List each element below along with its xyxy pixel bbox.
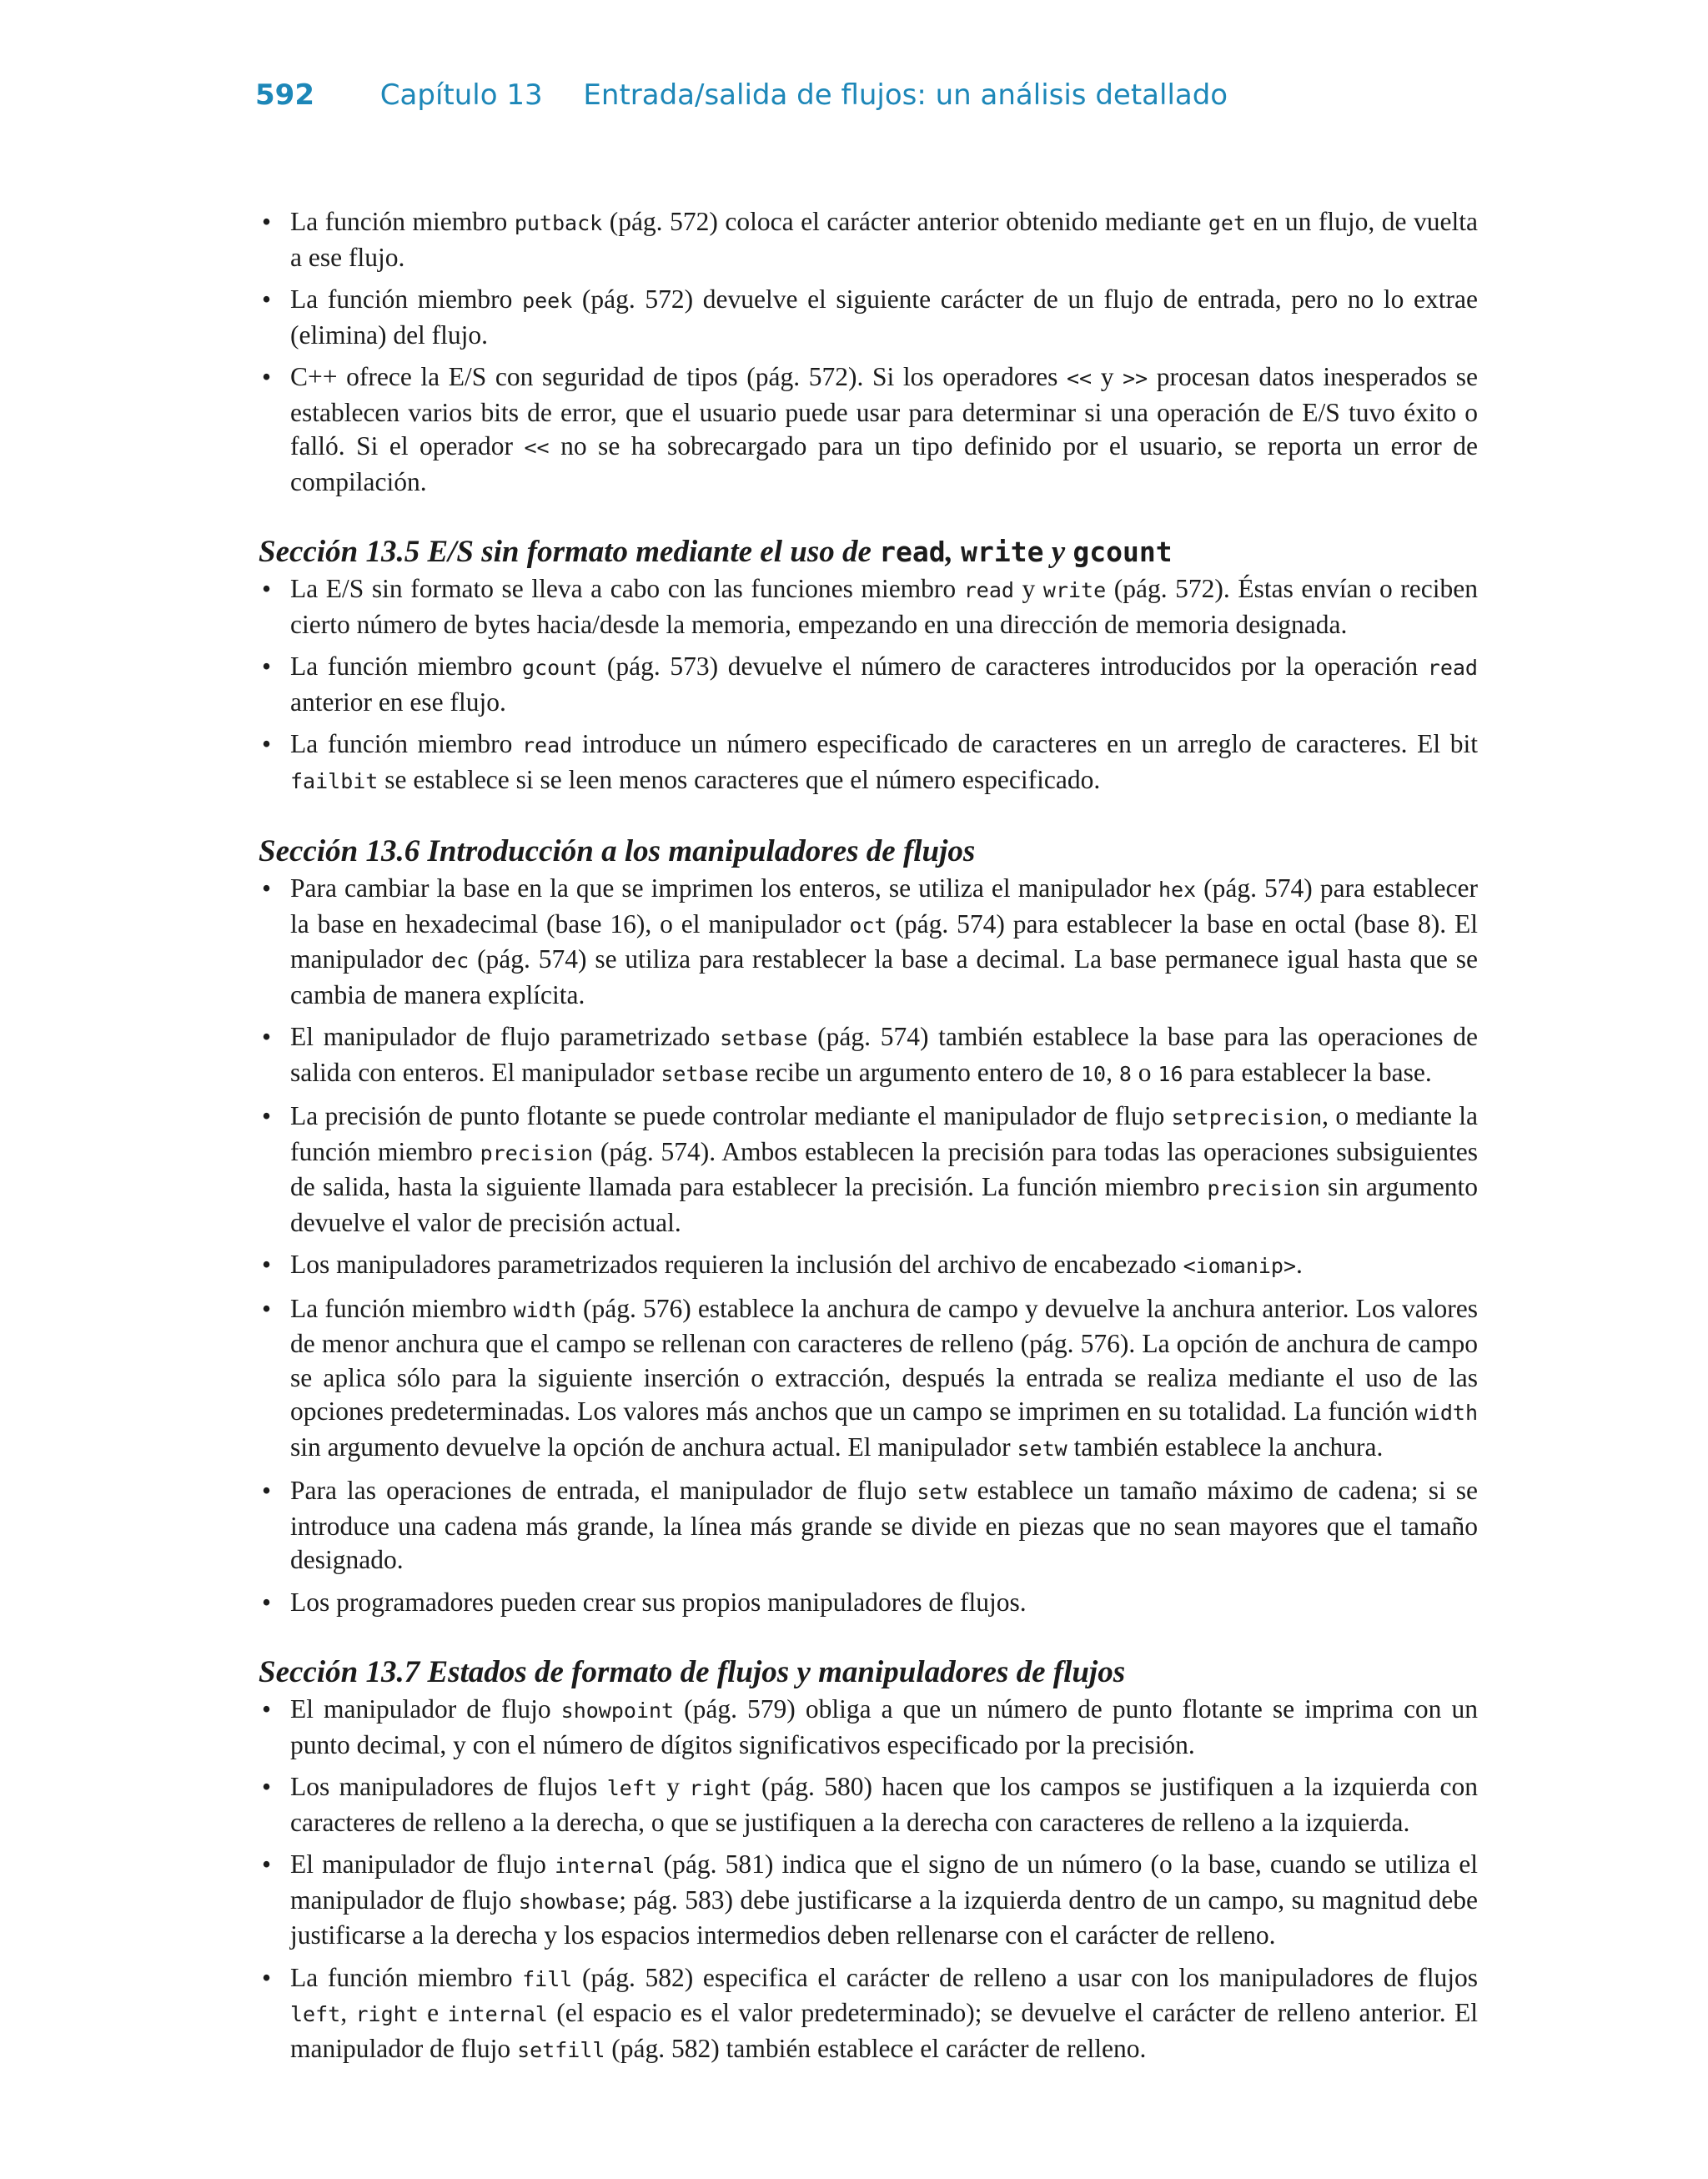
text-run: Los programadores pueden crear sus propios manipuladores de flujos. bbox=[290, 1587, 1027, 1617]
inline-code: right bbox=[355, 2002, 419, 2026]
chapter-title: Entrada/salida de flujos: un análisis detallado bbox=[583, 78, 1228, 112]
text-run: , bbox=[945, 535, 962, 569]
bullet-icon: • bbox=[262, 1101, 272, 1130]
page-number: 592 bbox=[255, 78, 314, 112]
inline-code: oct bbox=[849, 913, 887, 938]
inline-code: write bbox=[961, 536, 1044, 568]
list-item bbox=[259, 650, 1478, 719]
bullet-icon: • bbox=[262, 1293, 272, 1323]
text-run: , bbox=[1106, 1057, 1119, 1087]
inline-code: read bbox=[879, 536, 946, 568]
text-run: , o mediante la función miembro bbox=[290, 1101, 1478, 1166]
inline-code: setw bbox=[1017, 1436, 1068, 1461]
bullet-icon: • bbox=[262, 574, 272, 603]
inline-code: gcount bbox=[521, 656, 598, 680]
bullet-list bbox=[259, 205, 1478, 499]
list-item bbox=[259, 1292, 1478, 1467]
text-run: (pág. 581) indica que el signo de un número (o la base, cuando se utiliza el manipulador de flujo bbox=[290, 1849, 1478, 1915]
bullet-icon: • bbox=[262, 652, 272, 681]
inline-code: 16 bbox=[1158, 1061, 1183, 1086]
inline-code: internal bbox=[447, 2002, 548, 2026]
inline-code: showbase bbox=[518, 1889, 620, 1914]
text-run: Para las operaciones de entrada, el manipulador de flujo bbox=[290, 1476, 917, 1505]
text-run: sin argumento devuelve el valor de precisión actual. bbox=[290, 1172, 1478, 1237]
bullet-icon: • bbox=[262, 284, 272, 314]
inline-code: precision bbox=[1207, 1176, 1320, 1200]
inline-code: failbit bbox=[290, 768, 379, 793]
bullet-icon: • bbox=[262, 729, 272, 758]
text-run: Para cambiar la base en la que se imprimen los enteros, se utiliza el manipulador bbox=[290, 873, 1158, 903]
bullet-icon: • bbox=[262, 1476, 272, 1505]
text-run: establece un tamaño máximo de cadena; si se introduce una cadena más grande, la línea más grande se divide en piezas que no sean mayores que el tamaño designado. bbox=[290, 1476, 1479, 1574]
bullet-icon: • bbox=[262, 1962, 272, 1992]
bullet-list bbox=[259, 872, 1478, 1619]
text-run: C++ ofrece la E/S con seguridad de tipos (pág. 572). Si los operadores bbox=[290, 362, 1067, 391]
text-run: y bbox=[656, 1772, 690, 1801]
inline-code: internal bbox=[555, 1854, 656, 1878]
text-run: La función miembro bbox=[290, 1962, 523, 1992]
text-run: El manipulador de flujo bbox=[290, 1849, 555, 1879]
bullet-icon: • bbox=[262, 1772, 272, 1801]
list-item bbox=[259, 1100, 1478, 1240]
text-run: se establece si se leen menos caracteres que el número especificado. bbox=[378, 764, 1101, 794]
inline-code: setw bbox=[917, 1480, 967, 1504]
inline-code: dec bbox=[431, 949, 470, 973]
text-run: (pág. 572). Éstas envían o reciben cierto número de bytes hacia/desde la memoria, empezando en una dirección de memoria designada. bbox=[290, 574, 1478, 639]
text-run: (pág. 576) establece la anchura de campo y devuelve la anchura anterior. Los valores de menor anchura que el campo se rellenan con caracteres de relleno (pág. 576). La opción de anchura de campo se aplica sólo para la siguiente inserción o extracción, después la entrada se realiza mediante el uso de las opciones predeterminadas. Los valores más anchos que un campo se imprimen en su totalidad. La función bbox=[290, 1293, 1478, 1426]
text-run: (pág. 574) se utiliza para restablecer la base a decimal. La base permanece igual hasta que se cambia de manera explícita. bbox=[290, 944, 1478, 1009]
inline-code: width bbox=[513, 1297, 576, 1322]
list-item bbox=[259, 872, 1478, 1012]
inline-code: hex bbox=[1158, 878, 1197, 902]
list-item bbox=[259, 1961, 1478, 2068]
inline-code: gcount bbox=[1073, 536, 1173, 568]
inline-code: fill bbox=[522, 1966, 573, 1991]
text-run: y bbox=[1013, 574, 1043, 603]
list-item bbox=[259, 205, 1478, 274]
bullet-icon: • bbox=[262, 207, 272, 236]
inline-code: peek bbox=[522, 289, 573, 313]
body-content bbox=[259, 205, 1478, 2076]
list-item bbox=[259, 572, 1478, 642]
inline-code: read bbox=[522, 733, 573, 757]
inline-code: precision bbox=[480, 1140, 594, 1165]
text-run: no se ha sobrecargado para un tipo definido por el usuario, se reporta un error de compilación. bbox=[290, 431, 1478, 496]
section-heading bbox=[259, 833, 1478, 870]
list-item bbox=[259, 1770, 1478, 1839]
bullet-list bbox=[259, 1693, 1478, 2067]
text-run: y bbox=[1043, 535, 1073, 569]
text-run: (pág. 582) también establece el carácter de relleno. bbox=[605, 2033, 1147, 2063]
bullet-icon: • bbox=[262, 1849, 272, 1879]
text-run: El manipulador de flujo parametrizado bbox=[290, 1022, 721, 1051]
text-run: y bbox=[1092, 362, 1123, 391]
inline-code: write bbox=[1042, 578, 1107, 602]
inline-code: read bbox=[963, 578, 1014, 602]
text-run: La función miembro bbox=[290, 207, 515, 236]
inline-code: >> bbox=[1123, 366, 1148, 390]
inline-code: << bbox=[1066, 366, 1093, 390]
text-run: para establecer la base. bbox=[1183, 1057, 1432, 1087]
text-run: El manipulador de flujo bbox=[290, 1694, 561, 1724]
text-run: La E/S sin formato se lleva a cabo con las funciones miembro bbox=[290, 574, 964, 603]
text-run: e bbox=[418, 1998, 448, 2027]
inline-code: <iomanip> bbox=[1183, 1254, 1297, 1278]
inline-code: read bbox=[1427, 656, 1478, 680]
inline-code: setfill bbox=[517, 2037, 605, 2062]
bullet-icon: • bbox=[262, 1694, 272, 1724]
inline-code: left bbox=[290, 2002, 341, 2026]
text-run: (pág. 574). Ambos establecen la precisión para todas las operaciones subsiguientes de salida, hasta la siguiente llamada para establecer la precisión. La función miembro bbox=[290, 1136, 1479, 1201]
text-run: o bbox=[1131, 1057, 1158, 1087]
chapter-label: Capítulo 13 bbox=[379, 78, 543, 112]
text-run: (pág. 572) devuelve el siguiente carácter de un flujo de entrada, pero no lo extrae (elimina) del flujo. bbox=[290, 284, 1478, 350]
text-run: Sección 13.6 Introducción a los manipuladores de flujos bbox=[259, 834, 976, 868]
bullet-icon: • bbox=[262, 1587, 272, 1617]
text-run: (pág. 580) hacen que los campos se justifiquen a la izquierda con caracteres de relleno a la derecha, o que se justifiquen a la derecha con caracteres de relleno a la izquierda. bbox=[290, 1772, 1479, 1837]
inline-code: setprecision bbox=[1171, 1105, 1323, 1130]
text-run: en un flujo, de vuelta a ese flujo. bbox=[290, 207, 1479, 272]
text-run: La precisión de punto flotante se puede controlar mediante el manipulador de flujo bbox=[290, 1101, 1172, 1130]
list-item bbox=[259, 1020, 1478, 1091]
inline-code: setbase bbox=[661, 1061, 749, 1086]
bullet-icon: • bbox=[262, 873, 272, 903]
text-run: también establece la anchura. bbox=[1067, 1432, 1384, 1462]
inline-code: width bbox=[1414, 1401, 1478, 1425]
text-run: (el espacio es el valor predeterminado); se devuelve el carácter de relleno anterior. El manipulador de flujo bbox=[290, 1998, 1479, 2063]
inline-code: right bbox=[689, 1776, 752, 1800]
inline-code: 10 bbox=[1081, 1061, 1107, 1086]
text-run: anterior en ese flujo. bbox=[290, 687, 506, 717]
text-run: ; pág. 583) debe justificarse a la izquierda dentro de un campo, su magnitud debe justificarse a la derecha y los espacios intermedios deben rellenarse con el carácter de relleno. bbox=[290, 1885, 1478, 1950]
text-run: La función miembro bbox=[290, 652, 522, 681]
text-run: La función miembro bbox=[290, 729, 522, 758]
text-run: (pág. 582) especifica el carácter de relleno a usar con los manipuladores de flujos bbox=[572, 1962, 1479, 1992]
text-run: , bbox=[340, 1998, 356, 2027]
section-heading bbox=[259, 1654, 1478, 1691]
bullet-icon: • bbox=[262, 1022, 272, 1051]
bullet-list bbox=[259, 572, 1478, 798]
text-run: . bbox=[1296, 1250, 1303, 1279]
inline-code: get bbox=[1208, 211, 1246, 235]
list-item bbox=[259, 727, 1478, 798]
inline-code: showpoint bbox=[560, 1698, 675, 1723]
text-run: Sección 13.5 E/S sin formato mediante el uso de bbox=[259, 535, 880, 569]
text-run: La función miembro bbox=[290, 1293, 514, 1323]
list-item bbox=[259, 283, 1478, 352]
list-item bbox=[259, 1248, 1478, 1284]
text-run: Sección 13.7 Estados de formato de flujos y manipuladores de flujos bbox=[259, 1655, 1126, 1689]
text-run: (pág. 579) obliga a que un número de punto flotante se imprima con un punto decimal, y con el número de dígitos significativos especificado por la precisión. bbox=[290, 1694, 1478, 1759]
inline-code: setbase bbox=[720, 1026, 808, 1050]
list-item bbox=[259, 360, 1478, 499]
list-item bbox=[259, 1693, 1478, 1762]
running-head bbox=[255, 78, 1228, 112]
inline-code: 8 bbox=[1118, 1061, 1132, 1086]
section-heading bbox=[259, 534, 1478, 571]
text-run: La función miembro bbox=[290, 284, 523, 314]
bullet-icon: • bbox=[262, 1250, 272, 1279]
text-run: (pág. 574) para establecer la base en hexadecimal (base 16), o el manipulador bbox=[290, 873, 1478, 939]
text-run: Los manipuladores de flujos bbox=[290, 1772, 607, 1801]
text-run: sin argumento devuelve la opción de anchura actual. El manipulador bbox=[290, 1432, 1017, 1462]
inline-code: left bbox=[606, 1776, 657, 1800]
text-run: procesan datos inesperados se establecen varios bits de error, que el usuario puede usar para determinar si una operación de E/S tuvo éxito o falló. Si el operador bbox=[290, 362, 1478, 460]
text-run: (pág. 573) devuelve el número de caracteres introducidos por la operación bbox=[597, 652, 1428, 681]
list-item bbox=[259, 1474, 1478, 1578]
inline-code: << bbox=[524, 435, 550, 460]
text-run: (pág. 574) también establece la base para las operaciones de salida con enteros. El manipulador bbox=[290, 1022, 1478, 1087]
text-run: Los manipuladores parametrizados requieren la inclusión del archivo de encabezado bbox=[290, 1250, 1183, 1279]
text-run: introduce un número especificado de caracteres en un arreglo de caracteres. El bit bbox=[572, 729, 1478, 758]
bullet-icon: • bbox=[262, 362, 272, 391]
list-item bbox=[259, 1586, 1478, 1620]
list-item bbox=[259, 1848, 1478, 1953]
inline-code: putback bbox=[514, 211, 603, 235]
text-run: (pág. 574) para establecer la base en octal (base 8). El manipulador bbox=[290, 908, 1478, 974]
text-run: (pág. 572) coloca el carácter anterior obtenido mediante bbox=[602, 207, 1208, 236]
text-run: recibe un argumento entero de bbox=[748, 1057, 1081, 1087]
